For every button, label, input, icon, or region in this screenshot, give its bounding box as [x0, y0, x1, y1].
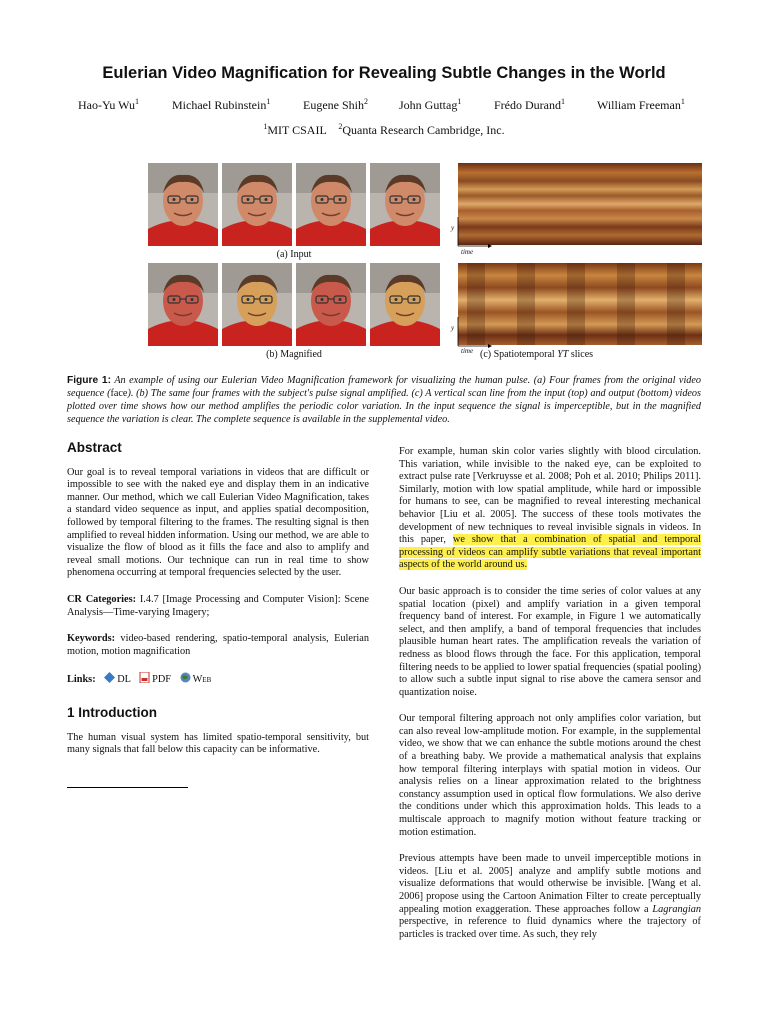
dl-icon — [104, 672, 115, 683]
pdf-icon — [139, 672, 150, 683]
input-frame — [296, 163, 366, 246]
input-frame — [370, 163, 440, 246]
author: Michael Rubinstein$^1$ — [172, 97, 271, 112]
author: John Guttag$^1$ — [399, 97, 462, 112]
author: Hao-Yu Wu$^1$ — [78, 97, 139, 112]
abstract-heading: Abstract — [67, 440, 122, 455]
axis-y-label: y — [451, 324, 455, 332]
subfigure-a-caption: (a) Input — [276, 249, 312, 260]
axis-time-label: time — [461, 248, 474, 256]
introduction-text: The human visual system has limited spatio-temporal sensitivity, but many signals that fall below this capacity can be informative. — [67, 731, 369, 756]
paper-title: Eulerian Video Magnification for Revealing Subtle Changes in the World — [102, 64, 666, 82]
author: Frédo Durand$^1$ — [494, 97, 565, 112]
subfigure-b-caption: (b) Magnified — [266, 349, 322, 360]
paragraph: Our temporal filtering approach not only amplifies color variation, but can also reveal low-amplitude motion. For example, in the supplemental video, we show that we can enhance the subtle motions around the chest of a breathing baby. We provide a mathematical analysis that explains how temporal filtering interplays with spatial motion in videos. Our analysis relies on a linear approximation related to the brightness constancy assumption used in optical flow formulations. We also derive the conditions under which this approximation holds. This leads to a multiscale approach to magnify motion without feature tracking or motion estimation. — [399, 713, 701, 838]
highlighted-text: we show that a combination of spatial and temporal processing of videos can amplify subtle variations that reveal important aspects of the world around us. — [399, 534, 702, 571]
magnified-frame — [296, 263, 366, 346]
affiliations: $^1$MIT CSAIL $^2$Quanta Research Cambridge, Inc. — [263, 122, 505, 137]
web-link[interactable]: Web — [192, 674, 212, 686]
left-column — [67, 442, 369, 767]
subfigure-c-caption: (c) Spatiotemporal YT slices — [480, 349, 594, 360]
axis-time-label: time — [461, 347, 474, 355]
dl-link[interactable]: DL — [117, 674, 131, 686]
magnified-frame — [222, 263, 292, 346]
keywords: Keywords: video-based rendering, spatio-temporal analysis, Eulerian motion, motion magnification — [67, 633, 369, 657]
pulse-band — [617, 263, 635, 345]
input-frame — [148, 163, 218, 246]
magnified-frame — [370, 263, 440, 346]
pulse-band — [667, 263, 685, 345]
pulse-band — [517, 263, 535, 345]
input-frame — [222, 163, 292, 246]
axis-y-label: y — [451, 224, 455, 232]
author: William Freeman$^1$ — [597, 97, 685, 112]
links-line: Links: DL PDF Web — [67, 674, 212, 686]
cr-categories: CR Categories: I.4.7 [Image Processing and Computer Vision]: Scene Analysis—Time-varying Imagery; — [67, 593, 370, 618]
pulse-band — [567, 263, 585, 345]
author: Eugene Shih$^2$ — [303, 97, 368, 112]
web-icon — [180, 672, 191, 683]
pdf-link[interactable]: PDF — [152, 674, 172, 686]
footnote-rule — [67, 787, 188, 788]
magnified-frame — [148, 263, 218, 346]
figure-caption: Figure 1: An example of using our Eulerian Video Magnification framework for visualizing the human pulse. (a) Four frames from the original video sequence (face). (b) The same four frames with the subject's pulse signal amplified. (c) A vertical scan line from the input (top) and output (bottom) videos plotted over time shows how our method amplifies the periodic color variation. In the input sequence the signal is imperceptible, but in the magnified sequence the variation is clear. The complete sequence is available in the supplemental video. — [67, 375, 701, 425]
paragraph: For example, human skin color varies slightly with blood circulation. This variation, while invisible to the naked eye, can be exploited to extract pulse rate [Verkruysse et al. 2008; Poh et al. 2010; Philips 2011]. Similarly, motion with low spatial amplitude, while hard or impossible for humans to see, can be magnified to reveal interesting mechanical behavior [Liu et al. 2005]. The success of these tools motivates the development of new techniques to reveal invisible signals in videos. In this paper, we show that a combination of spatial and temporal processing of videos can amplify subtle variations that reveal important aspects of the world around us. — [399, 446, 702, 571]
abstract-text: Our goal is to reveal temporal variations in videos that are difficult or impossible to see with the naked eye and display them in an indicative manner. Our method, which we call Eulerian Video Magnification, takes a standard video sequence as input, and applies spatial decomposition, followed by temporal filtering to the frames. The resulting signal is then amplified to reveal hidden information. Using our method, we are able to visualize the flow of blood as it fills the face and also to amplify and reveal small motions. Our technique can run in real time to show phenomena occurring at temporal frequencies selected by the user. — [67, 466, 369, 579]
introduction-heading: 1 Introduction — [67, 704, 157, 720]
paragraph: Our basic approach is to consider the time series of color values at any spatial location (pixel) and amplify variation in a given temporal frequency band of interest. For example, in Figure 1 we automatically select, and then amplify, a band of temporal frequencies that includes plausible human heart rates. The amplification reveals the variation of redness as blood flows through the face. For this application, temporal filtering needs to be applied to lower spatial frequencies (spatial pooling) to allow such a subtle input signal to rise above the camera sensor and quantization noise. — [399, 585, 701, 698]
paragraph: Previous attempts have been made to unveil imperceptible motions in videos. [Liu et al. 2005] analyze and amplify subtle motions and visualize deformations that would otherwise be invisible. [Wang et al. 2006] propose using the Cartoon Animation Filter to create perceptually appealing motion exaggeration. These approaches follow a Lagrangian perspective, in reference to fluid dynamics where the trajectory of particles is tracked over time. As such, they rely — [399, 853, 701, 940]
right-column — [399, 446, 701, 951]
